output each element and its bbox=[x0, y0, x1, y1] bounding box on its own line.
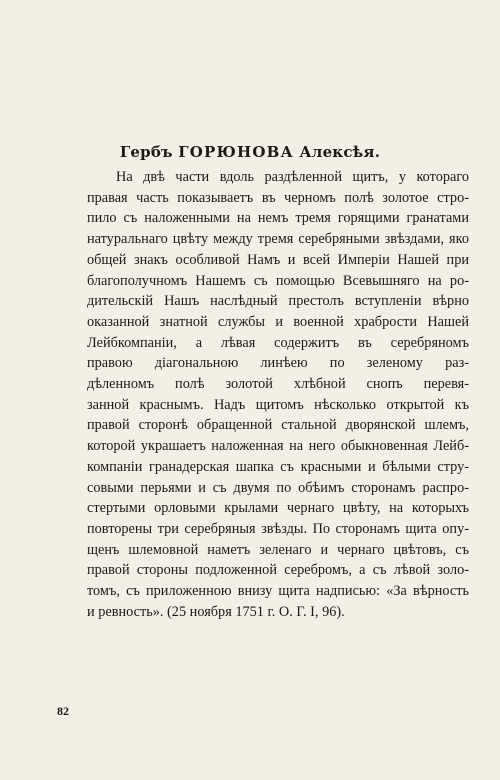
text-line: На двѣ части вдоль раздѣленной щитъ, у котораго bbox=[116, 169, 469, 185]
text-line: дительскій Нашъ наслѣдный престолъ вступленіи вѣрно bbox=[87, 293, 469, 310]
title-prefix: Гербъ bbox=[119, 143, 173, 161]
text-line: пило съ наложенными на немъ тремя горящими гранатами bbox=[87, 210, 469, 227]
text-line: правой сторонѣ обращенной стальной дворянской шлемъ, bbox=[87, 417, 469, 434]
text-line: и ревность». (25 ноября 1751 г. О. Г. I, 96). bbox=[87, 603, 345, 620]
page-number: 82 bbox=[57, 704, 69, 718]
text-line: дѣленномъ полѣ золотой хлѣбной снопъ перевя- bbox=[87, 376, 469, 393]
text-line: щенъ шлемовной наметъ зеленаго и чернаго цвѣтовъ, съ bbox=[87, 541, 469, 558]
text-line: правая часть показываетъ въ черномъ полѣ золотое стро- bbox=[87, 189, 469, 206]
text-line: компаніи гранадерская шапка съ красными и бѣлыми стру- bbox=[87, 458, 469, 475]
text-line: томъ, съ приложенною внизу щита надписью: «За вѣрность bbox=[87, 583, 469, 600]
text-line: занной краснымъ. Надъ щитомъ нѣсколько открытой къ bbox=[87, 396, 469, 413]
text-line: оказанной знатной службы и военной храбрости Нашей bbox=[87, 313, 469, 330]
text-line: правою діагональною линѣею по зеленому раз- bbox=[87, 355, 469, 372]
text-line: совыми перьями и съ двумя по обѣимъ сторонамъ распро- bbox=[87, 479, 469, 496]
coat-of-arms-description bbox=[87, 167, 469, 622]
text-line: повторены три серебряныя звѣзды. По сторонамъ щита опу- bbox=[87, 520, 469, 537]
title-suffix: Алексѣя. bbox=[299, 143, 381, 161]
title-name: ГОРЮНОВА bbox=[178, 143, 294, 161]
text-line: которой украшаетъ наложенная на него обыкновенная Лейб- bbox=[87, 438, 469, 455]
text-line: натуральнаго цвѣту между тремя серебряными звѣздами, яко bbox=[87, 231, 469, 248]
text-line: правой стороны подложенной серебромъ, а съ лѣвой золо- bbox=[87, 562, 469, 579]
text-line: благополучномъ Нашемъ съ помощью Всевышняго на ро- bbox=[87, 272, 469, 289]
page-title bbox=[0, 143, 500, 161]
text-line: стертыми орловыми крылами чернаго цвѣту, на которыхъ bbox=[87, 500, 469, 517]
text-line: общей знакъ особливой Намъ и всей Имперіи Нашей при bbox=[87, 251, 469, 268]
text-line: Лейбкомпаніи, а лѣвая содержитъ въ серебряномъ bbox=[87, 334, 469, 351]
